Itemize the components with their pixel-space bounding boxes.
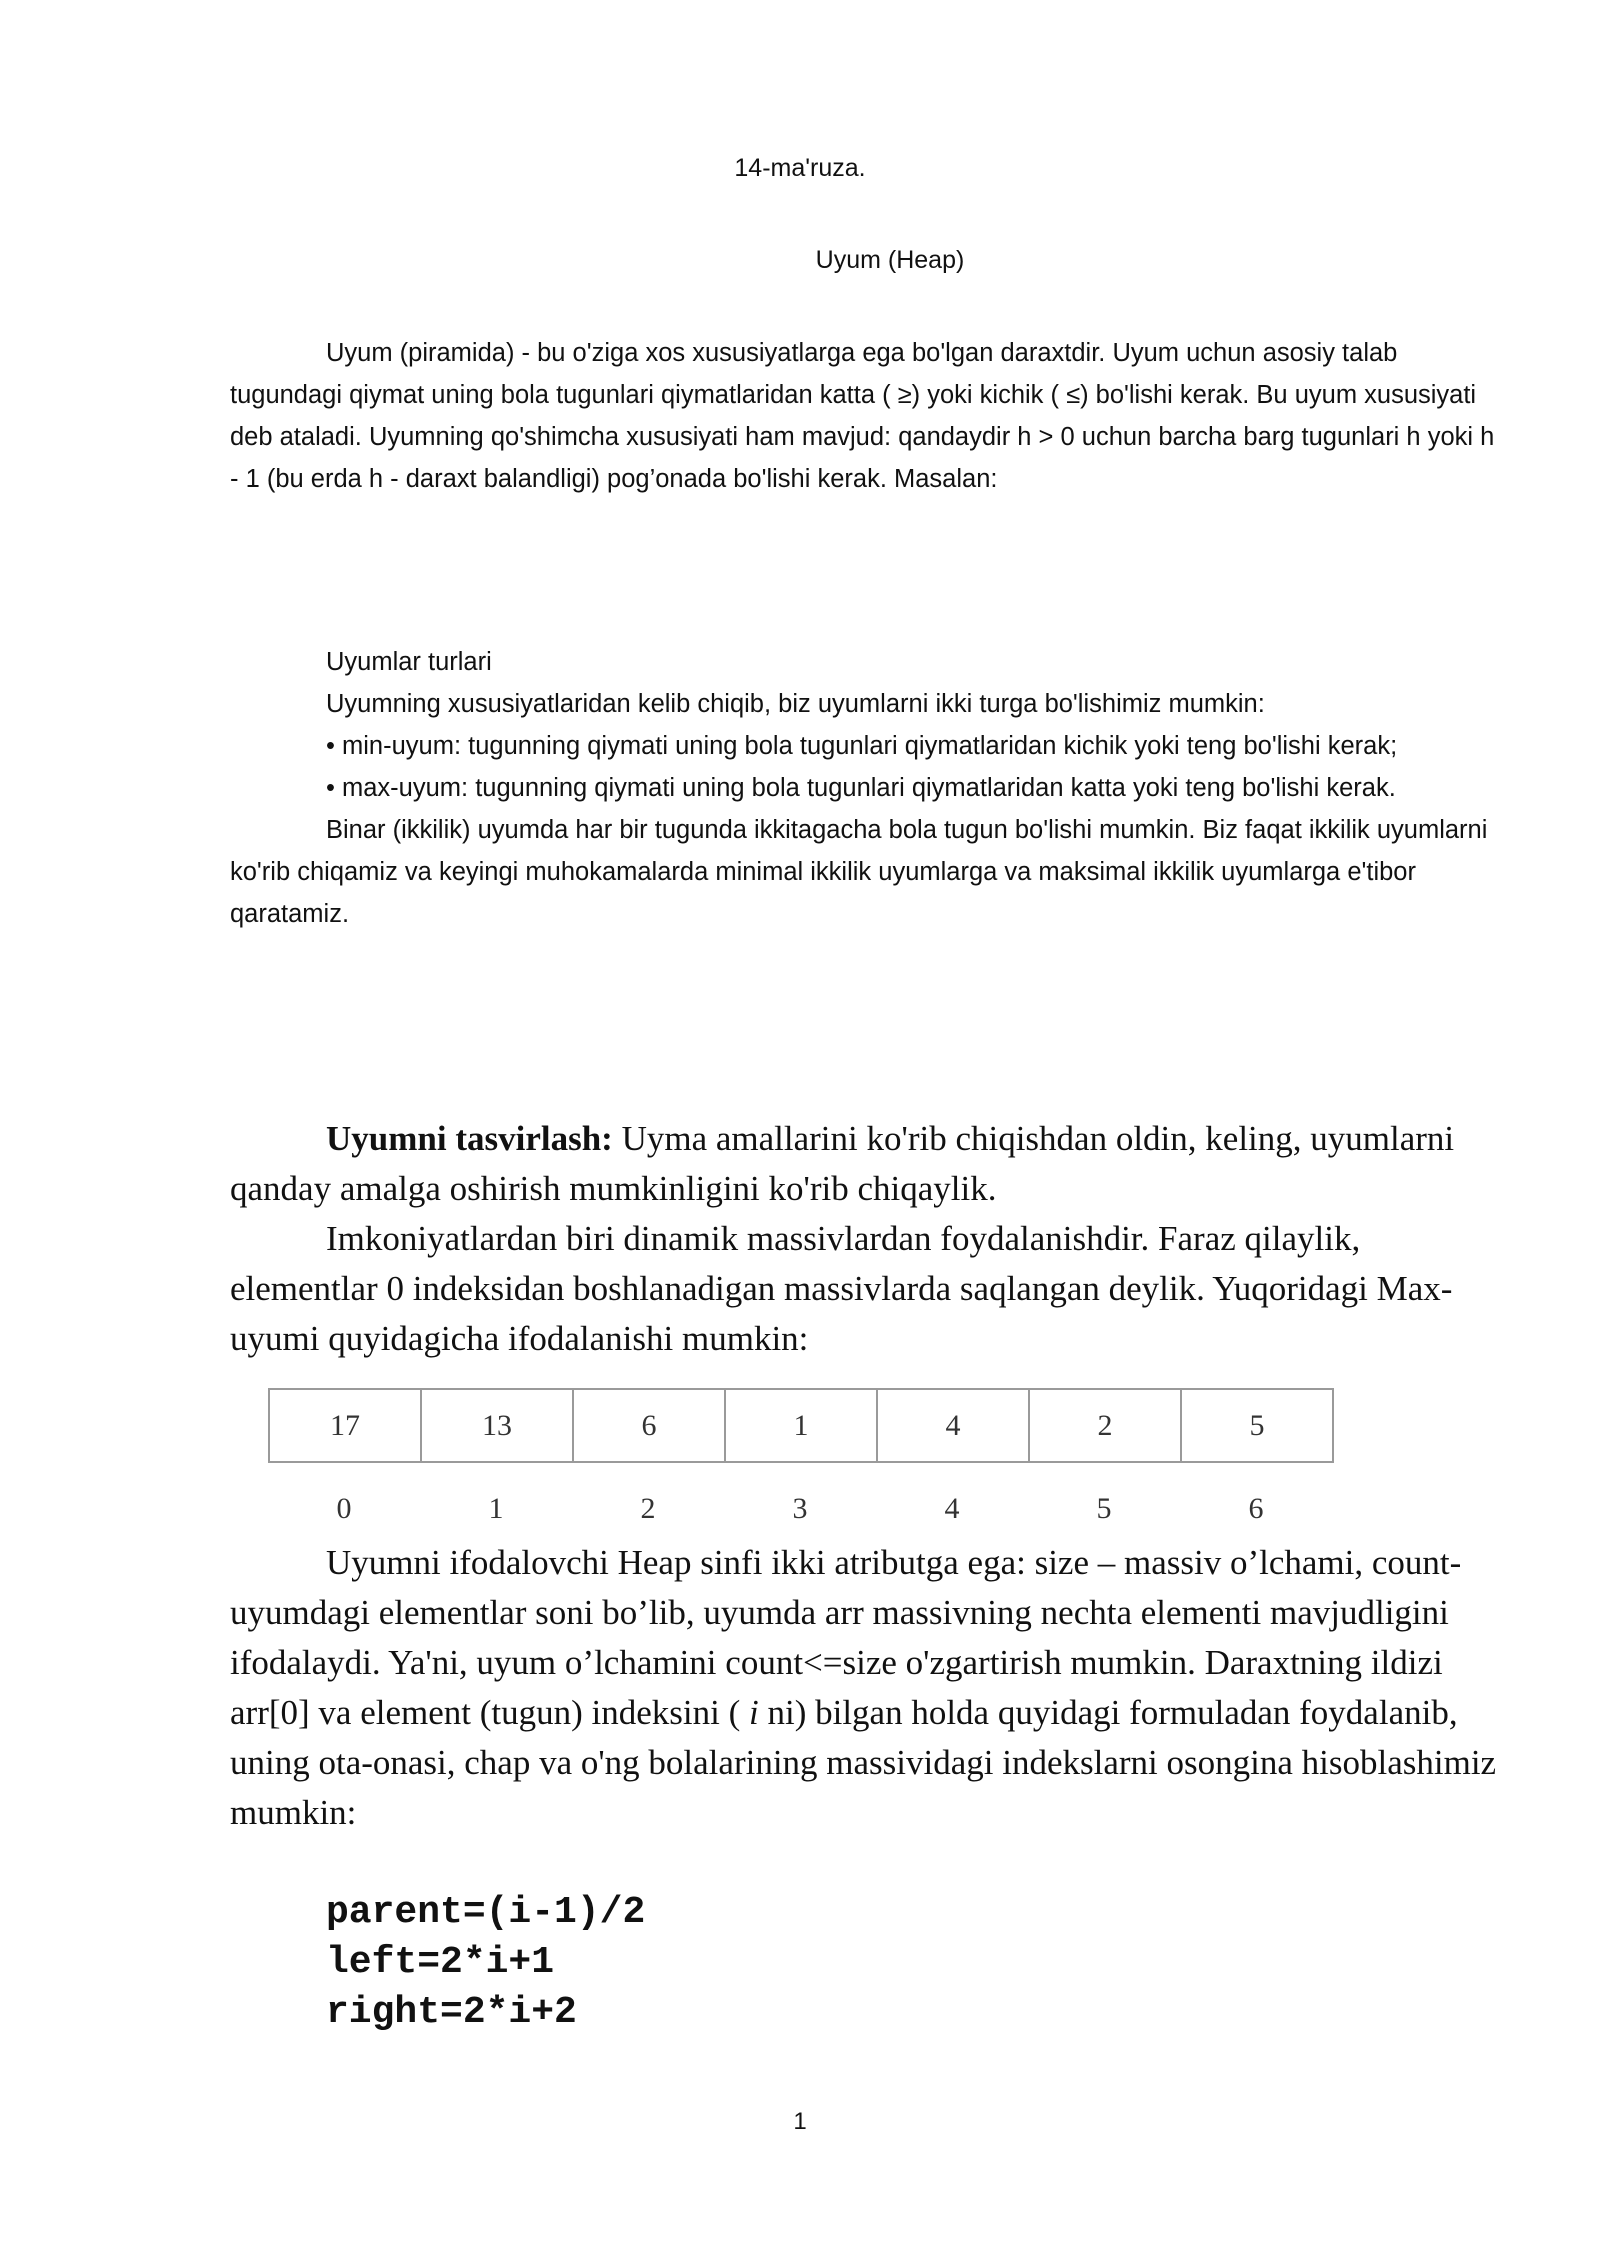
array-index: 0	[336, 1492, 352, 1525]
heap-class-paragraph	[230, 1538, 1500, 1838]
heap-class-section	[230, 1538, 1500, 1838]
array-cell: 5	[1181, 1389, 1333, 1462]
heap-class-text-1: Uyumni ifodalovchi Heap sinfi ikki atributga ega: size – massiv o’lchami, count- uyumdagi elementlar soni bo’lib, uyumda arr massivning nechta elementi mavjudligini ifodalaydi. Ya'ni, uyum o’lchamini count<=size o'zgartirish mumkin. Daraxtning ildizi arr[0] va element (tugun) indeksini (	[230, 1543, 1462, 1732]
array-cell: 6	[573, 1389, 725, 1462]
array-cell: 1	[725, 1389, 877, 1462]
array-index: 1	[488, 1492, 504, 1525]
array-index: 3	[792, 1492, 808, 1525]
array-index: 6	[1248, 1492, 1264, 1525]
array-index: 2	[640, 1492, 656, 1525]
index-formulas	[326, 1888, 645, 2038]
intro-text: Uyum (piramida) - bu o'ziga xos xususiyatlarga ega bo'lgan daraxtdir. Uyum uchun asosiy talab tugundagi qiymat uning bola tugunlari qiymatlaridan katta ( ≥) yoki kichik ( ≤) bo'lishi kerak. Bu uyum xususiyati deb ataladi. Uyumning qo'shimcha xususiyati ham mavjud: qandaydir h > 0 uchun barcha barg tugunlari h yoki h - 1 (bu erda h - daraxt balandligi) pog’onada bo'lishi kerak. Masalan:	[230, 339, 1495, 493]
lecture-number: 14-ma'ruza.	[734, 154, 866, 182]
right-formula: right=2*i+2	[326, 1991, 577, 2034]
heap-array-row	[269, 1389, 1333, 1462]
array-index: 4	[944, 1492, 960, 1525]
array-index: 5	[1096, 1492, 1112, 1525]
max-heap-item: • max-uyum: tugunning qiymati uning bola tugunlari qiymatlaridan katta yoki teng bo'lishi kerak.	[326, 774, 1396, 802]
array-cell: 17	[269, 1389, 421, 1462]
types-heading: Uyumlar turlari	[326, 648, 492, 676]
parent-formula: parent=(i-1)/2	[326, 1891, 646, 1934]
page-number: 1	[793, 2108, 807, 2135]
heap-types-section	[230, 641, 1500, 935]
representation-paragraph	[230, 1114, 1500, 1214]
array-cell: 2	[1029, 1389, 1181, 1462]
left-formula: left=2*i+1	[326, 1941, 555, 1984]
intro-paragraph	[230, 332, 1500, 500]
min-heap-item: • min-uyum: tugunning qiymati uning bola tugunlari qiymatlaridan kichik yoki teng bo'lishi kerak;	[326, 732, 1398, 760]
array-index-row	[268, 1492, 1332, 1526]
array-cell: 13	[421, 1389, 573, 1462]
array-cell: 4	[877, 1389, 1029, 1462]
representation-heading: Uyumni tasvirlash:	[326, 1119, 613, 1158]
types-lead: Uyumning xususiyatlaridan kelib chiqib, biz uyumlarni ikki turga bo'lishimiz mumkin:	[326, 690, 1265, 718]
representation-section	[230, 1114, 1500, 1364]
heap-array-table	[268, 1388, 1334, 1463]
dynamic-array-paragraph: Imkoniyatlardan biri dinamik massivlardan foydalanishdir. Faraz qilaylik, elementlar 0 indeksidan boshlanadigan massivlarda saqlangan deylik. Yuqoridagi Max-uyumi quyidagicha ifodalanishi mumkin:	[230, 1219, 1453, 1358]
heap-class-text-2: ni) bilgan holda quyidagi formuladan foydalanib, uning ota-onasi, chap va o'ng bolalarining massividagi indekslarni osongina hisoblashimiz mumkin:	[230, 1693, 1497, 1832]
index-variable: i	[748, 1693, 759, 1732]
binary-heap-paragraph: Binar (ikkilik) uyumda har bir tugunda ikkitagacha bola tugun bo'lishi mumkin. Biz faqat ikkilik uyumlarni ko'rib chiqamiz va keyingi muhokamalarda minimal ikkilik uyumlarga va maksimal ikkilik uyumlarga e'tibor qaratamiz.	[230, 816, 1488, 928]
page-title: Uyum (Heap)	[815, 246, 965, 274]
representation-lead-text: Uyma amallarini ko'rib chiqishdan oldin, keling, uyumlarni qanday amalga oshirish mumkinligini ko'rib chiqaylik.	[230, 1119, 1455, 1208]
